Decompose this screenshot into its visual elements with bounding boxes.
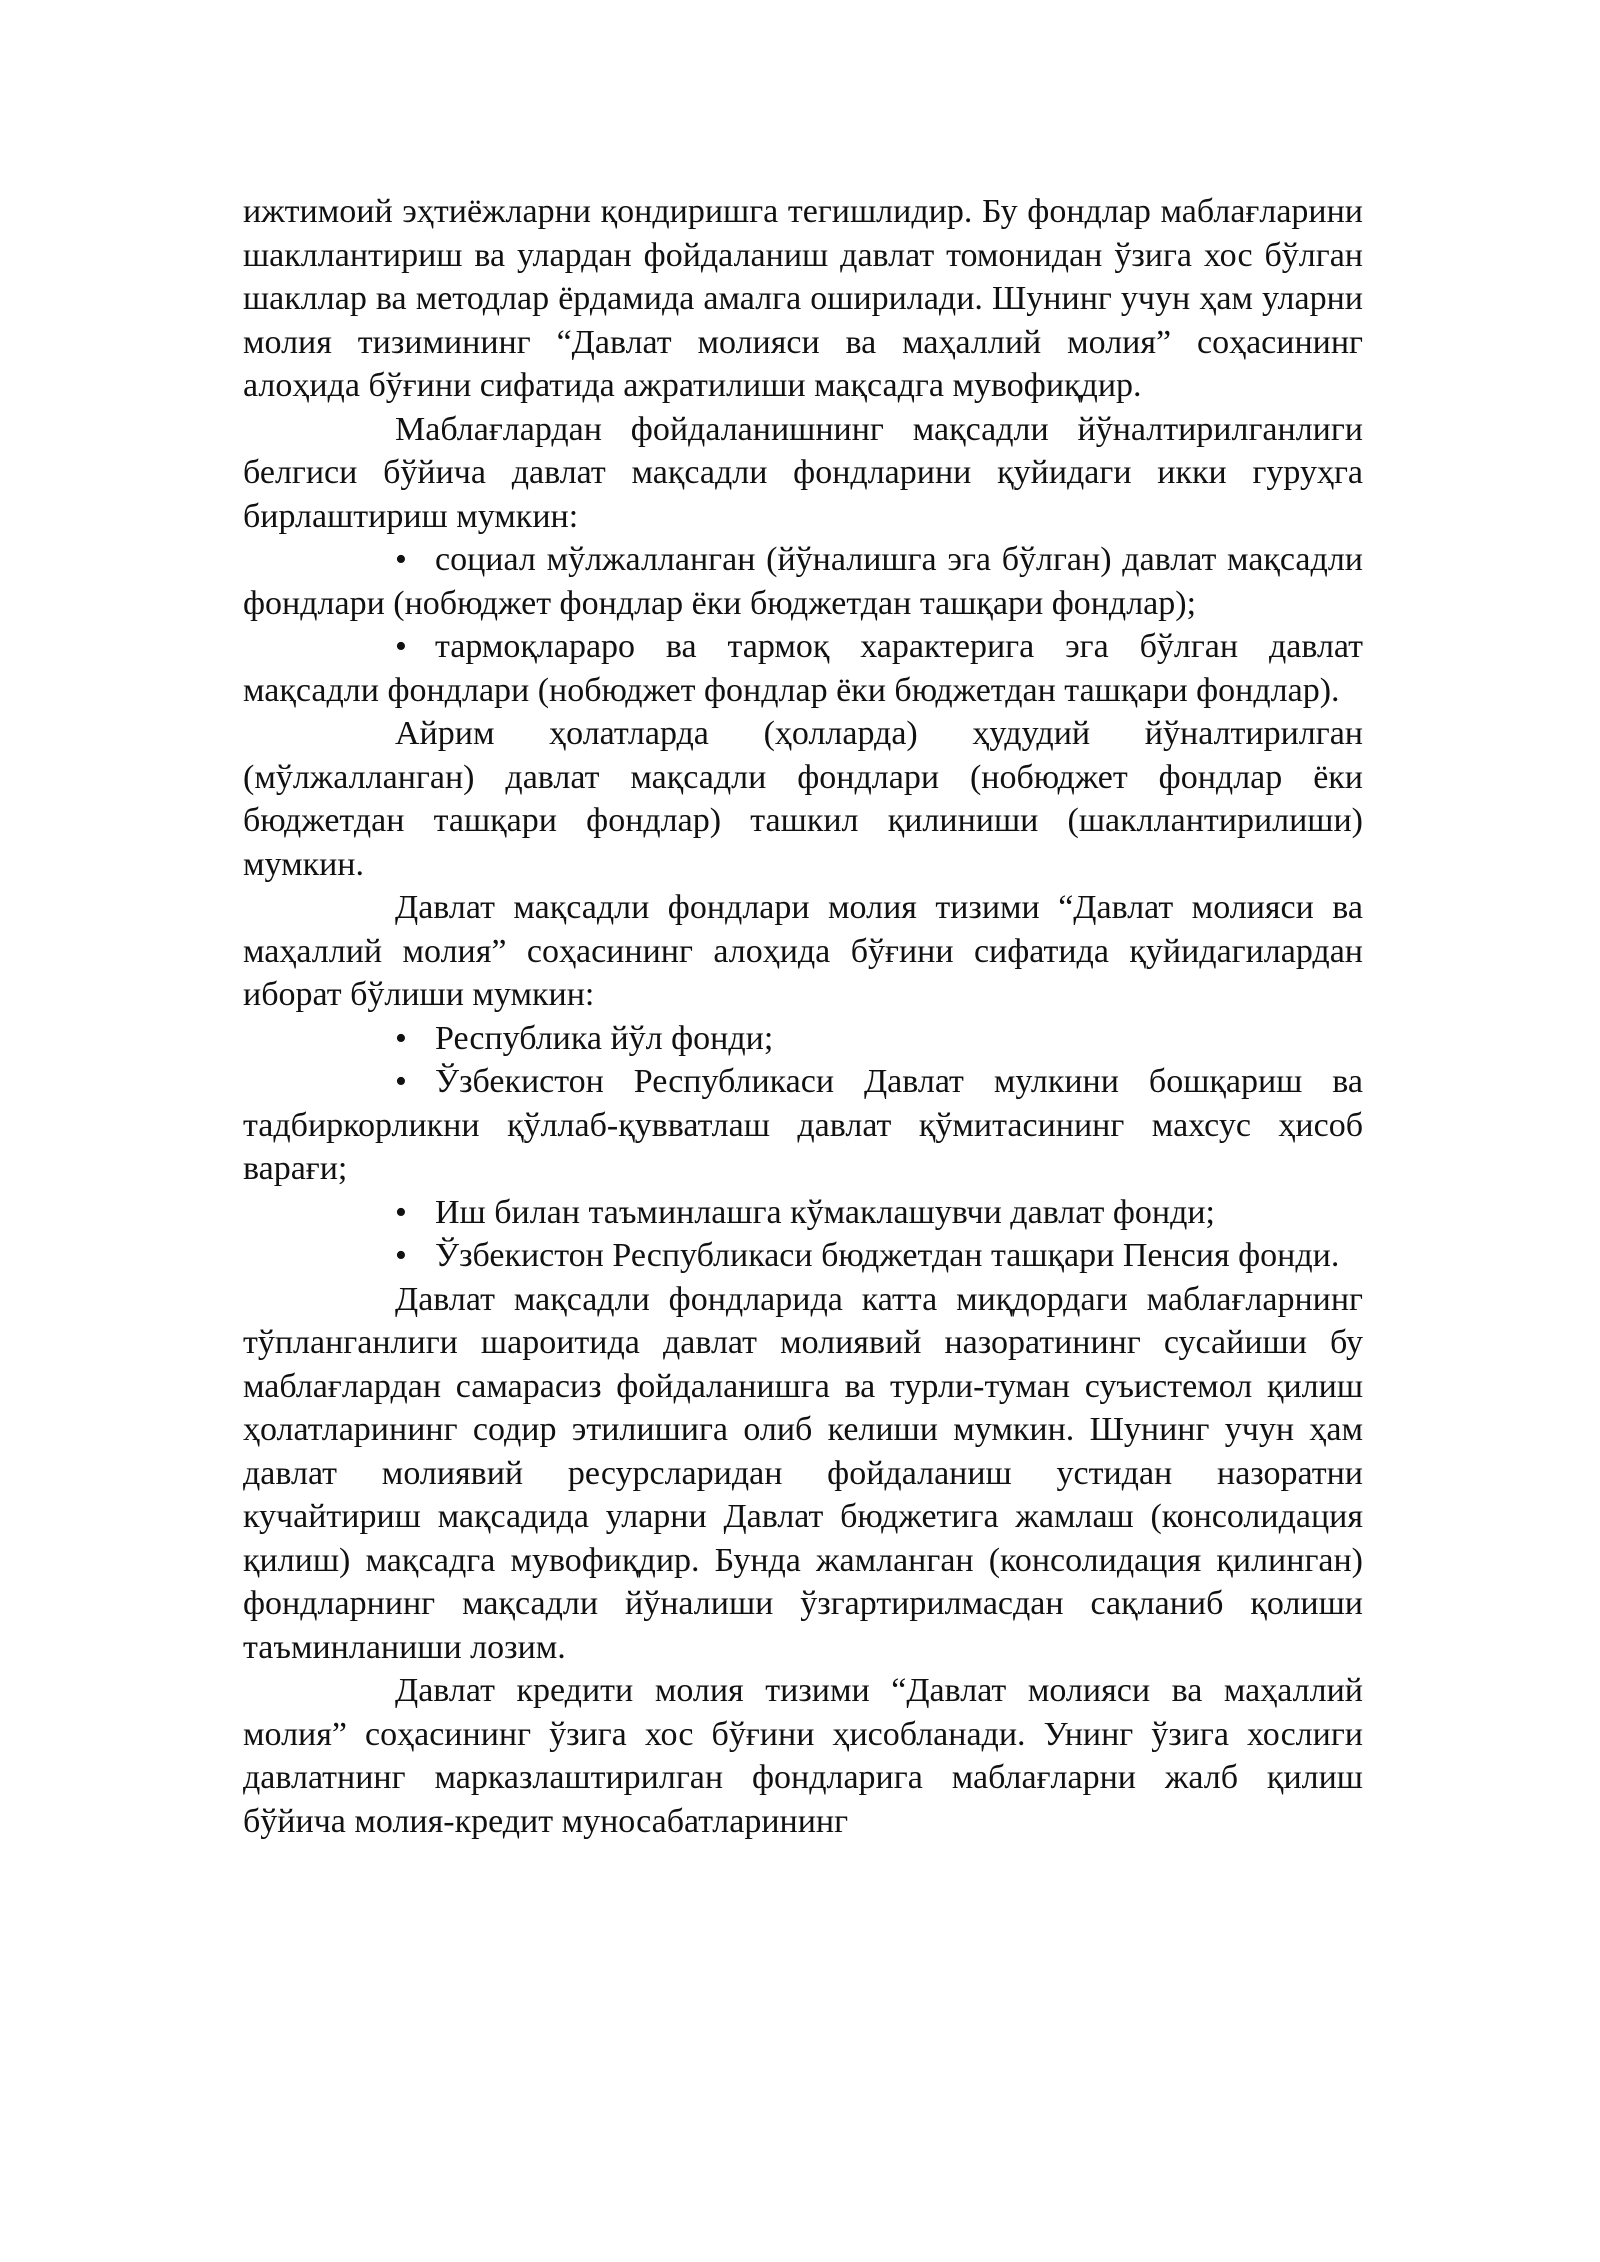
paragraph: Давлат кредити молия тизими “Давлат молияси ва маҳаллий молия” соҳасининг ўзига хос бўғини ҳисобланади. Унинг ўзига хослиги давлатнинг марказлаштирилган фондларига маблағларни жалб қилиш бўйича молия-кредит муносабатларининг	[243, 1672, 1363, 1840]
bullet-item	[243, 1060, 1363, 1191]
bullet-marker: •	[395, 541, 407, 578]
bullet-item	[243, 1017, 1363, 1061]
paragraph: Давлат мақсадли фондларида катта миқдордаги маблағларнинг тўпланганлиги шароитида давлат молиявий назоратининг сусайиши бу маблағлардан самарасиз фойдаланишга ва турли-туман суъистемол қилиш ҳолатларининг содир этилишига олиб келиши мумкин. Шунинг учун ҳам давлат молиявий ресурсларидан фойдаланиш устидан назоратни кучайтириш мақсадида уларни Давлат бюджетига жамлаш (консолидация қилиш) мақсадга мувофиқдир. Бунда жамланган (консолидация қилинган) фондларнинг мақсадли йўналиши ўзгартирилмасдан сақланиб қолиши таъминланиши лозим.	[243, 1280, 1363, 1666]
bullet-text: Ўзбекистон Республикаси бюджетдан ташқари Пенсия фонди.	[435, 1237, 1340, 1274]
bullet-text: Республика йўл фонди;	[435, 1019, 774, 1057]
bullet-marker: •	[395, 628, 407, 665]
bullet-text: Иш билан таъминлашга кўмаклашувчи давлат фонди;	[435, 1193, 1216, 1231]
bullet-marker: •	[395, 1193, 407, 1231]
bullet-text: социал мўлжалланган (йўналишга эга бўлган) давлат мақсадли фондлари (нобюджет фондлар ёки бюджетдан ташқари фондлар);	[243, 541, 1363, 622]
bullet-item	[243, 625, 1363, 712]
paragraph: Маблағлардан фойдаланишнинг мақсадли йўналтирилганлиги белгиси бўйича давлат мақсадли фондларини қуйидаги икки гуруҳга бирлаштириш мумкин:	[243, 410, 1363, 535]
bullet-item	[243, 538, 1363, 625]
bullet-text: тармоқлараро ва тармоқ характерига эга бўлган давлат мақсадли фондлари (нобюджет фондлар ёки бюджетдан ташқари фондлар).	[243, 628, 1363, 709]
bullet-text: Ўзбекистон Республикаси Давлат мулкини бошқариш ва тадбиркорликни қўллаб-қувватлаш давлат қўмитасининг махсус ҳисоб варағи;	[243, 1063, 1363, 1187]
bullet-item	[243, 1234, 1363, 1278]
bullet-item	[243, 1191, 1363, 1235]
body-text	[243, 190, 1363, 1843]
paragraph: Айрим ҳолатларда (ҳолларда) ҳудудий йўналтирилган (мўлжалланган) давлат мақсадли фондлари (нобюджет фондлар ёки бюджетдан ташқари фондлар) ташкил қилиниши (шакллантирилиши) мумкин.	[243, 715, 1363, 883]
bullet-marker: •	[395, 1019, 407, 1057]
bullet-marker: •	[395, 1063, 407, 1100]
paragraph-continuation: ижтимоий эҳтиёжларни қондиришга тегишлидир. Бу фондлар маблағларини шакллантириш ва улардан фойдаланиш давлат томонидан ўзига хос бўлган шакллар ва методлар ёрдамида амалга оширилади. Шунинг учун ҳам уларни молия тизимининг “Давлат молияси ва маҳаллий молия” соҳасининг алоҳида бўғини сифатида ажратилиши мақсадга мувофиқдир.	[243, 193, 1363, 404]
bullet-marker: •	[395, 1237, 407, 1274]
paragraph: Давлат мақсадли фондлари молия тизими “Давлат молияси ва маҳаллий молия” соҳасининг алоҳида бўғини сифатида қуйидагилардан иборат бўлиши мумкин:	[243, 889, 1363, 1013]
